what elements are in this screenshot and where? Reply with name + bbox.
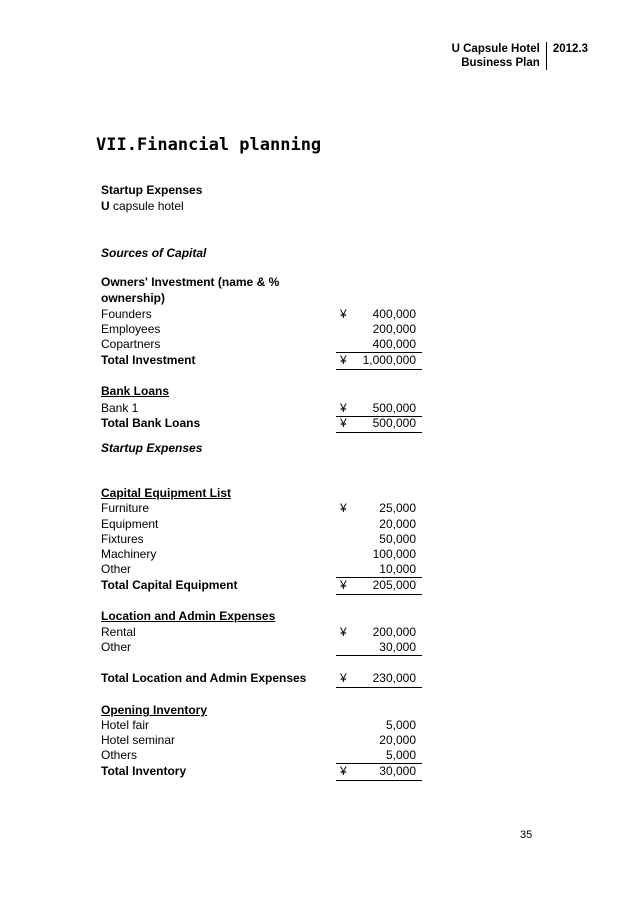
header-title-block bbox=[452, 42, 547, 70]
opening-inventory-title: Opening Inventory bbox=[101, 703, 208, 717]
owners-row-amount: 200,000 bbox=[372, 322, 416, 336]
inventory-row-label: Hotel fair bbox=[101, 718, 150, 732]
capital-row-label: Machinery bbox=[101, 547, 157, 561]
owners-title-line2: ownership) bbox=[101, 291, 166, 305]
inventory-total-yen: ¥ bbox=[340, 764, 347, 778]
company-line bbox=[101, 199, 184, 214]
capital-total-yen: ¥ bbox=[340, 578, 347, 592]
bank-total-amount: 500,000 bbox=[372, 416, 416, 430]
owners-total-label: Total Investment bbox=[101, 353, 196, 367]
page-header bbox=[452, 42, 588, 70]
location-total-label: Total Location and Admin Expenses bbox=[101, 671, 307, 685]
bank-total-label: Total Bank Loans bbox=[101, 416, 201, 430]
inventory-total-label: Total Inventory bbox=[101, 764, 187, 778]
owners-row-yen: ¥ bbox=[340, 307, 347, 321]
bank-row-yen: ¥ bbox=[340, 401, 347, 415]
inventory-total-amount: 30,000 bbox=[379, 764, 416, 778]
capital-row-label: Other bbox=[101, 562, 132, 576]
location-total-amount: 230,000 bbox=[372, 671, 416, 685]
owners-total-amount: 1,000,000 bbox=[362, 353, 416, 367]
sources-of-capital-label: Sources of Capital bbox=[101, 246, 207, 260]
location-total-yen: ¥ bbox=[340, 671, 347, 685]
location-admin-title: Location and Admin Expenses bbox=[101, 609, 276, 623]
capital-row-amount: 10,000 bbox=[379, 562, 416, 576]
capital-equipment-title: Capital Equipment List bbox=[101, 486, 232, 500]
capital-row-label: Furniture bbox=[101, 501, 150, 515]
location-subtotal-rule bbox=[336, 655, 422, 656]
bank-loans-title: Bank Loans bbox=[101, 384, 170, 398]
header-subtitle: Business Plan bbox=[461, 57, 540, 69]
location-row-yen: ¥ bbox=[340, 625, 347, 639]
header-company: U Capsule Hotel bbox=[451, 43, 540, 55]
capital-row-amount: 25,000 bbox=[379, 501, 416, 515]
owners-total-yen: ¥ bbox=[340, 353, 347, 367]
capital-row-amount: 20,000 bbox=[379, 517, 416, 531]
owners-row-label: Employees bbox=[101, 322, 161, 336]
location-total-rule bbox=[336, 687, 422, 688]
inventory-row-label: Others bbox=[101, 748, 138, 762]
owners-row-amount: 400,000 bbox=[372, 337, 416, 351]
capital-row-yen: ¥ bbox=[340, 501, 347, 515]
inventory-total-rule bbox=[336, 780, 422, 781]
capital-row-amount: 100,000 bbox=[372, 547, 416, 561]
bank-total-rule bbox=[336, 432, 422, 433]
header-date: 2012.3 bbox=[552, 43, 588, 55]
capital-row-label: Equipment bbox=[101, 517, 159, 531]
location-row-label: Rental bbox=[101, 625, 136, 639]
owners-title-line1: Owners' Investment (name & % bbox=[101, 275, 280, 289]
owners-total-rule bbox=[336, 369, 422, 370]
capital-total-amount: 205,000 bbox=[372, 578, 416, 592]
inventory-row-amount: 5,000 bbox=[385, 748, 416, 762]
bank-row-amount: 500,000 bbox=[372, 401, 416, 415]
location-row-label: Other bbox=[101, 640, 132, 654]
owners-row-amount: 400,000 bbox=[372, 307, 416, 321]
owners-row-label: Copartners bbox=[101, 337, 161, 351]
bank-total-yen: ¥ bbox=[340, 416, 347, 430]
company-initial: U bbox=[101, 199, 110, 213]
page-number: 35 bbox=[520, 829, 533, 841]
location-row-amount: 200,000 bbox=[372, 625, 416, 639]
company-name-rest: capsule hotel bbox=[109, 199, 184, 213]
bank-row-label: Bank 1 bbox=[101, 401, 139, 415]
capital-row-amount: 50,000 bbox=[379, 532, 416, 546]
startup-expenses-label: Startup Expenses bbox=[101, 441, 203, 455]
inventory-row-amount: 20,000 bbox=[379, 733, 416, 747]
capital-row-label: Fixtures bbox=[101, 532, 144, 546]
location-row-amount: 30,000 bbox=[379, 640, 416, 654]
startup-heading: Startup Expenses bbox=[101, 183, 203, 197]
inventory-row-amount: 5,000 bbox=[385, 718, 416, 732]
inventory-row-label: Hotel seminar bbox=[101, 733, 176, 747]
section-title: VII.Financial planning bbox=[96, 135, 322, 155]
capital-total-label: Total Capital Equipment bbox=[101, 578, 238, 592]
owners-row-label: Founders bbox=[101, 307, 152, 321]
capital-total-rule bbox=[336, 594, 422, 595]
